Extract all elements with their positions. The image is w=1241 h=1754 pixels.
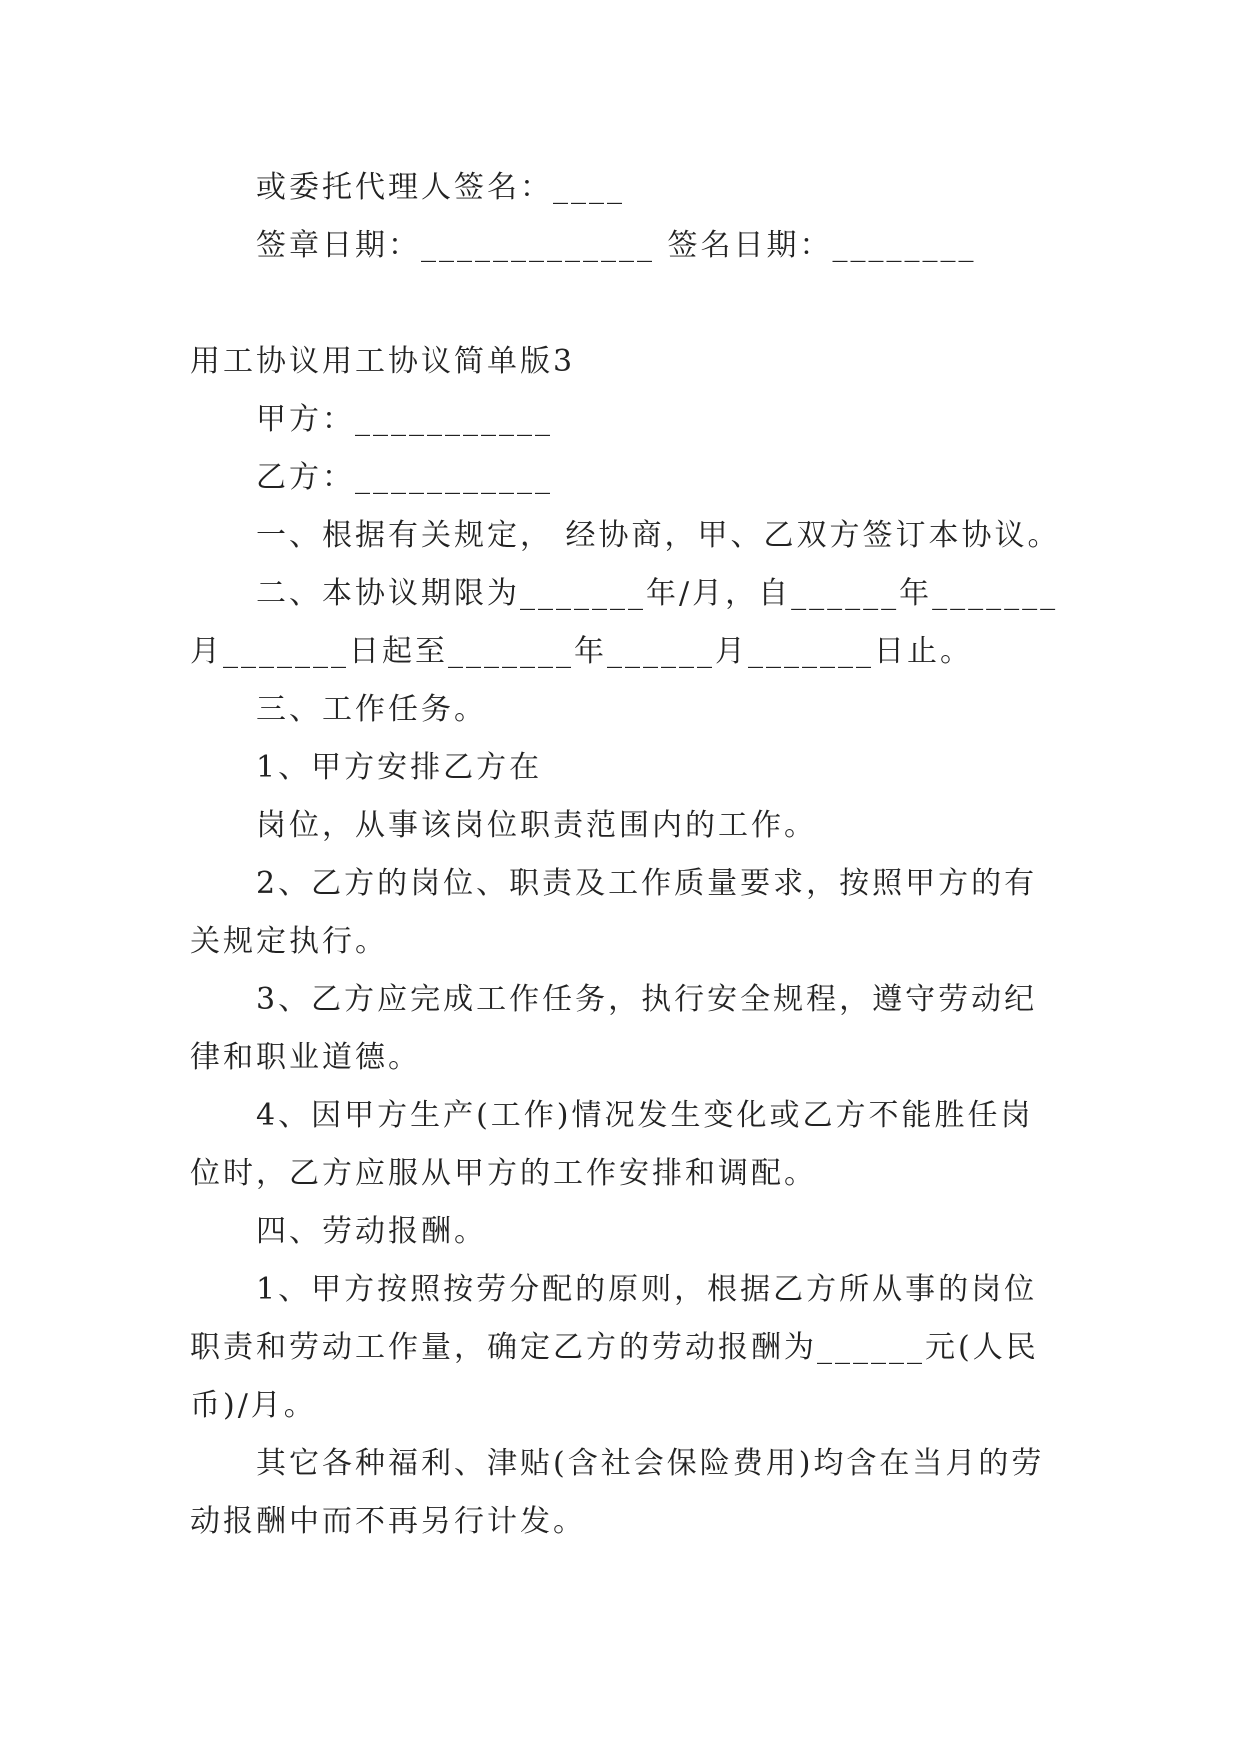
clause-1: 一、根据有关规定， 经协商，甲、乙双方签订本协议。 bbox=[256, 518, 1061, 553]
clause-4-heading: 四、劳动报酬。 bbox=[256, 1214, 487, 1249]
party-b-line: 乙方：___________ bbox=[256, 460, 553, 495]
other-benefits-line-2: 动报酬中而不再另行计发。 bbox=[190, 1504, 586, 1539]
item-3-3-line-1: 3、乙方应完成工作任务，执行安全规程，遵守劳动纪 bbox=[256, 982, 1038, 1017]
section-title: 用工协议用工协议简单版3 bbox=[190, 344, 576, 379]
item-4-1-line-1: 1、甲方按照按劳分配的原则，根据乙方所从事的岗位 bbox=[256, 1272, 1038, 1307]
item-3-1-line-1: 1、甲方安排乙方在 bbox=[256, 750, 543, 785]
signature-dates-line: 签章日期：_____________ 签名日期：________ bbox=[256, 228, 977, 263]
item-4-1-line-2: 职责和劳动工作量，确定乙方的劳动报酬为______元(人民 bbox=[190, 1330, 1039, 1365]
item-3-1-line-2: 岗位，从事该岗位职责范围内的工作。 bbox=[256, 808, 817, 843]
clause-3-heading: 三、工作任务。 bbox=[256, 692, 487, 727]
clause-2-line-2: 月_______日起至_______年______月_______日止。 bbox=[190, 634, 973, 669]
clause-2-line-1: 二、本协议期限为_______年/月，自______年_______ bbox=[256, 576, 1059, 611]
party-a-line: 甲方：___________ bbox=[256, 402, 553, 437]
agent-signature-line: 或委托代理人签名：____ bbox=[256, 170, 625, 205]
item-3-3-line-2: 律和职业道德。 bbox=[190, 1040, 421, 1075]
item-3-4-line-2: 位时，乙方应服从甲方的工作安排和调配。 bbox=[190, 1156, 817, 1191]
item-3-4-line-1: 4、因甲方生产(工作)情况发生变化或乙方不能胜任岗 bbox=[256, 1098, 1034, 1133]
item-4-1-line-3: 币)/月。 bbox=[190, 1388, 317, 1423]
item-3-2-line-2: 关规定执行。 bbox=[190, 924, 388, 959]
other-benefits-line-1: 其它各种福利、津贴(含社会保险费用)均含在当月的劳 bbox=[256, 1446, 1045, 1481]
item-3-2-line-1: 2、乙方的岗位、职责及工作质量要求，按照甲方的有 bbox=[256, 866, 1038, 901]
